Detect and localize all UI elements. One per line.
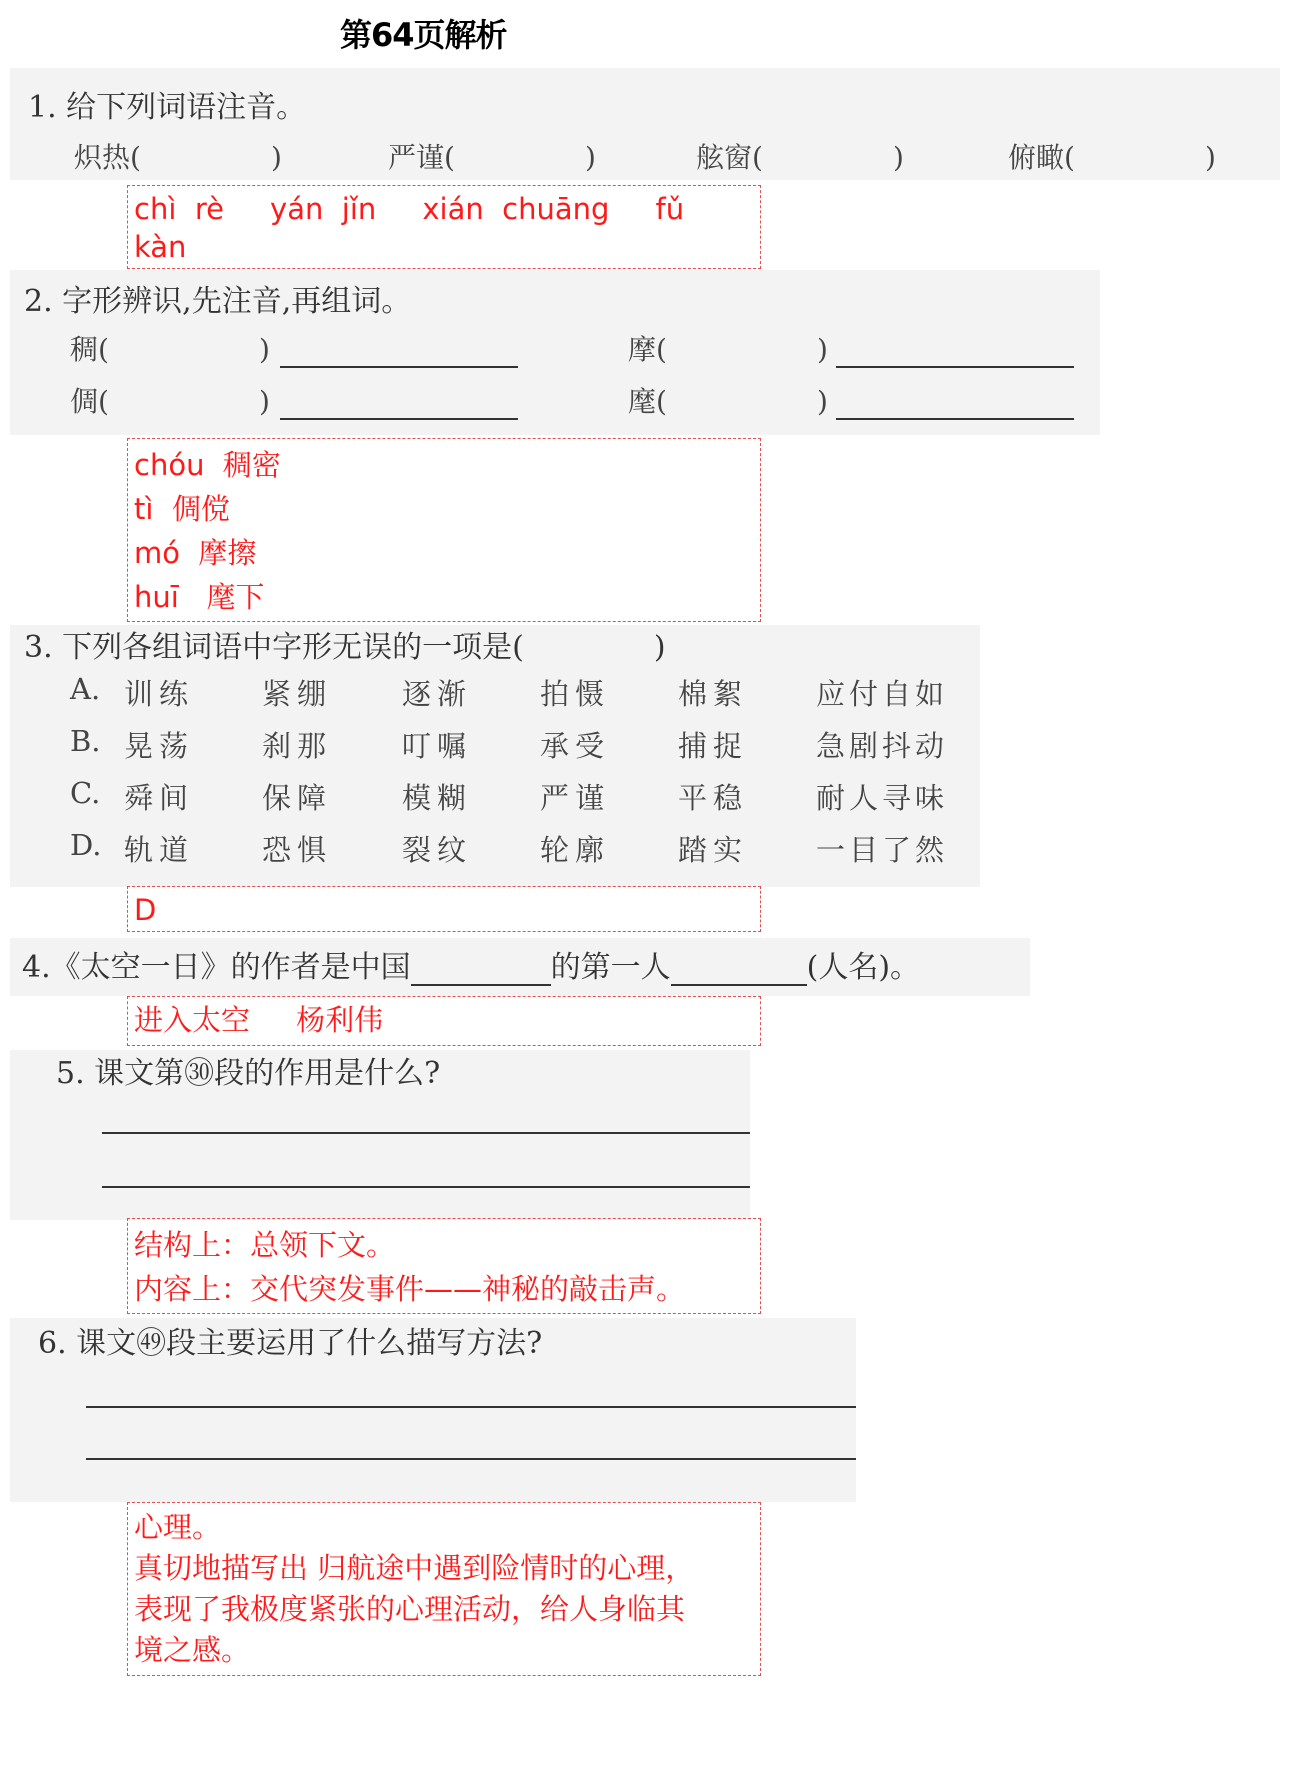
q2-answer-4: huī 麾下 [134, 580, 265, 614]
q5-answer-1: 结构上：总领下文。 [134, 1228, 396, 1262]
q5-stem: 5. 课文第㉚段的作用是什么? [56, 1056, 441, 1091]
q3-option-label: B. [70, 724, 101, 758]
q2-answer-3: mó 摩擦 [134, 536, 257, 570]
q3-option-word: 恐惧 [262, 833, 333, 867]
q3-option-word: 耐人寻味 [816, 781, 949, 815]
q3-answer-box [127, 886, 761, 932]
q3-option-word: 叮嘱 [402, 729, 473, 763]
q6-blank-2[interactable] [86, 1458, 856, 1460]
q1-item-2: 严谨( ) [388, 141, 596, 174]
q3-option-word: 晃荡 [124, 729, 195, 763]
q1-answer: chì rè yán jǐn xián chuāng fǔ kàn [134, 192, 703, 264]
q3-stem: 3. 下列各组词语中字形无误的一项是( ) [24, 630, 666, 665]
q3-option-word: 逐渐 [402, 677, 473, 711]
q3-answer: D [134, 893, 157, 927]
q5-blank-1[interactable] [102, 1132, 750, 1134]
q2-answer-box [127, 438, 761, 622]
q3-option-word: 棉絮 [678, 677, 749, 711]
q3-option-label: D. [70, 828, 102, 862]
q3-option-word: 刹那 [262, 729, 333, 763]
q6-answer-box [127, 1502, 761, 1676]
q2-answer-1: chóu 稠密 [134, 448, 281, 482]
q3-option-word: 训练 [124, 677, 195, 711]
q3-option-word: 应付自如 [816, 677, 949, 711]
q2-item-1: 稠( ) [70, 333, 270, 366]
q4-answer: 进入太空 杨利伟 [134, 1003, 384, 1037]
page-title: 第64页解析 [340, 16, 507, 54]
q2-item-4: 麾( ) [628, 385, 828, 418]
q3-option-word: 踏实 [678, 833, 749, 867]
q6-answer-4: 境之感。 [134, 1633, 251, 1667]
q3-option-word: 捕捉 [678, 729, 749, 763]
q4-blank-1[interactable] [411, 956, 551, 986]
q5-answer-box [127, 1218, 761, 1314]
q2-blank-2[interactable] [836, 366, 1074, 368]
q3-option-label: A. [70, 672, 101, 706]
q3-option-word: 轮廓 [540, 833, 611, 867]
q6-stem: 6. 课文㊾段主要运用了什么描写方法? [38, 1326, 543, 1361]
q5-blank-2[interactable] [102, 1186, 750, 1188]
q2-answer-2: tì 倜傥 [134, 492, 230, 526]
q6-answer-2: 真切地描写出 归航途中遇到险情时的心理， [134, 1551, 695, 1585]
q3-option-word: 拍慑 [540, 677, 611, 711]
q2-stem: 2. 字形辨识,先注音,再组词。 [24, 284, 412, 319]
q4-blank-2[interactable] [671, 956, 807, 986]
q3-option-word: 轨道 [124, 833, 195, 867]
q1-stem: 1. 给下列词语注音。 [28, 90, 307, 125]
q2-blank-4[interactable] [836, 418, 1074, 420]
q2-item-3: 倜( ) [70, 385, 270, 418]
q4-stem: 4.《太空一日》的作者是中国 的第一人 (人名)。 [22, 950, 921, 985]
q2-blank-3[interactable] [280, 418, 518, 420]
q3-option-word: 紧绷 [262, 677, 333, 711]
q2-item-2: 摩( ) [628, 333, 828, 366]
q2-blank-1[interactable] [280, 366, 518, 368]
q3-option-word: 急剧抖动 [816, 729, 949, 763]
q3-option-word: 舜间 [124, 781, 195, 815]
q1-item-3: 舷窗( ) [696, 141, 904, 174]
q3-option-word: 保障 [262, 781, 333, 815]
q1-answer-box [127, 185, 761, 269]
q5-answer-2: 内容上：交代突发事件——神秘的敲击声。 [134, 1272, 686, 1306]
q3-option-word: 裂纹 [402, 833, 473, 867]
q3-option-word: 模糊 [402, 781, 473, 815]
q3-option-word: 一目了然 [816, 833, 949, 867]
q6-blank-1[interactable] [86, 1406, 856, 1408]
q1-item-4: 俯瞰( ) [1008, 141, 1216, 174]
q3-option-word: 承受 [540, 729, 611, 763]
q6-answer-1: 心理。 [134, 1510, 222, 1544]
q3-option-word: 严谨 [540, 781, 611, 815]
q1-item-1: 炽热( ) [74, 141, 282, 174]
q3-option-label: C. [70, 776, 101, 810]
q6-answer-3: 表现了我极度紧张的心理活动，给人身临其 [134, 1592, 686, 1626]
q3-option-word: 平稳 [678, 781, 749, 815]
q4-answer-box [127, 996, 761, 1046]
